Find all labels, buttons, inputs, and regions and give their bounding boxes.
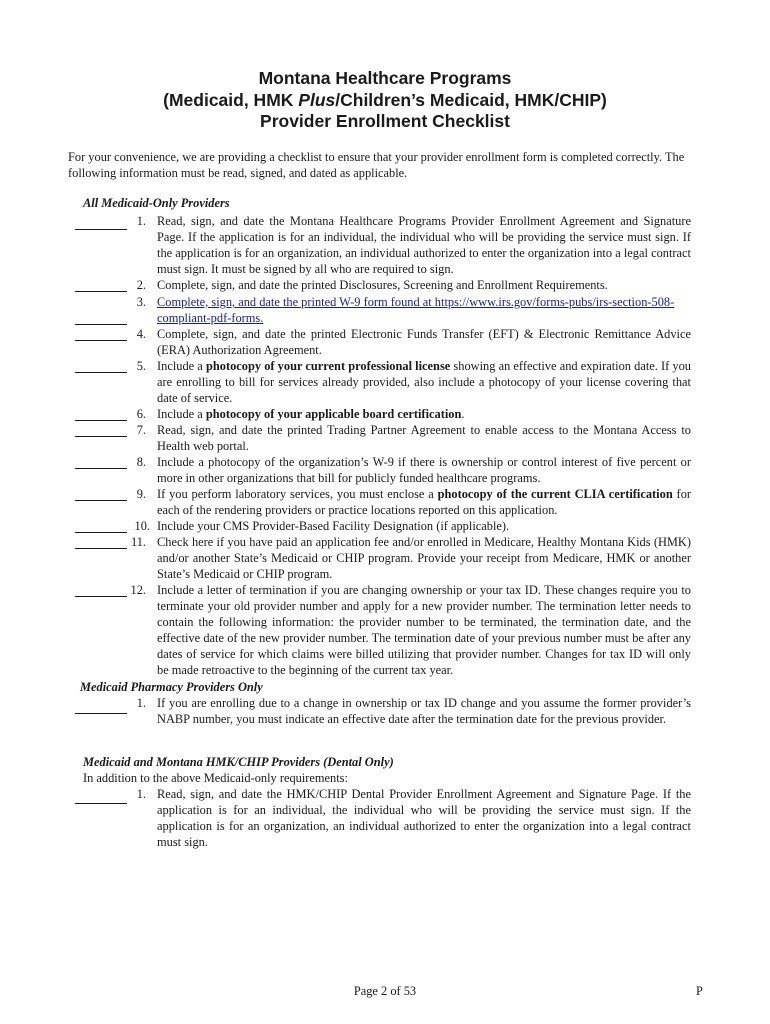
item-text [157, 406, 691, 422]
title-line-3: Provider Enrollment Checklist [260, 111, 510, 131]
item-text-bold: photocopy of the current CLIA certification [437, 487, 673, 501]
item-text-start: If you perform laboratory services, you must enclose a [157, 487, 438, 501]
document-title [0, 68, 770, 133]
item-text: Read, sign, and date the HMK/CHIP Dental Provider Enrollment Agreement and Signature Page. If the application is for an individual, the individual who will be providing the service must sign. If the application is for an organization, an individual authorized to enter the organization into a legal contract must sign. [157, 787, 691, 849]
check-blank[interactable] [75, 713, 127, 714]
item-text-bold: photocopy of your current professional license [205, 359, 451, 373]
section-heading-all-medicaid: All Medicaid-Only Providers [83, 196, 230, 210]
item-number: 9. [136, 487, 146, 501]
item-number: 1. [136, 696, 146, 710]
item-text-end: showing an effective and expiration date. If you are enrolling to bill for services already provided, also include a photocopy of your license covering that date of service. [157, 359, 691, 405]
item-text: Include a photocopy of the organization’s W-9 if there is ownership or control interest of five percent or more in other organizations that bill for publicly funded healthcare programs. [157, 455, 691, 485]
intro-paragraph: For your convenience, we are providing a checklist to ensure that your provider enrollment form is completed correctly. The following information must be read, signed, and dated as applicable. [68, 150, 685, 180]
title-line-2-italic: Plus [298, 89, 336, 110]
item-text: Complete, sign, and date the printed Electronic Funds Transfer (EFT) & Electronic Remittance Advice (ERA) Authorization Agreement. [157, 327, 691, 357]
item-text: Read, sign, and date the Montana Healthcare Programs Provider Enrollment Agreement and Signature Page. If the application is for an individual, the individual who will be providing the service must sign. If the application is for an organization, an individual authorized to enter the organization into a legal contract must sign. It must be signed by all who are required to sign. [157, 214, 691, 276]
title-line-1: Montana Healthcare Programs [258, 68, 512, 88]
title-line-2 [0, 90, 770, 112]
irs-w9-link[interactable]: Complete, sign, and date the printed W-9 form found at https://www.irs.gov/forms-pubs/irs-section-508-compliant-pdf-forms. [157, 295, 675, 325]
item-text-end: . [461, 407, 465, 421]
item-text-bold: photocopy of your applicable board certification [205, 407, 462, 421]
check-blank[interactable] [75, 229, 127, 230]
dental-note: In addition to the above Medicaid-only requirements: [83, 771, 348, 785]
item-number: 1. [136, 787, 146, 801]
section-heading-pharmacy: Medicaid Pharmacy Providers Only [80, 680, 263, 694]
item-text: If you are enrolling due to a change in ownership or tax ID change and you assume the former provider’s NABP number, you must indicate an effective date after the termination date for the previous provider. [157, 696, 691, 726]
item-number: 12. [130, 583, 146, 597]
title-line-2-end: /Children’s Medicaid, HMK/CHIP) [335, 89, 607, 110]
item-text: Read, sign, and date the printed Trading Partner Agreement to enable access to the Montana Access to Health web portal. [157, 423, 691, 453]
item-text [157, 358, 691, 406]
item-number: 7. [136, 423, 146, 437]
item-number: 8. [136, 455, 146, 469]
item-number: 10. [134, 519, 150, 533]
item-number: 6. [136, 407, 146, 421]
item-number: 11. [130, 535, 146, 549]
item-number: 1. [136, 214, 146, 228]
page-mark: P [696, 984, 703, 998]
item-text-start: Include a [157, 407, 206, 421]
check-blank[interactable] [75, 324, 127, 325]
item-number: 4. [136, 327, 146, 341]
item-text: Include your CMS Provider-Based Facility Designation (if applicable). [157, 519, 510, 533]
page-number: Page 2 of 53 [353, 984, 417, 998]
item-text [157, 486, 691, 518]
check-blank[interactable] [75, 803, 127, 804]
item-text: Include a letter of termination if you are changing ownership or your tax ID. These changes require you to terminate your old provider number and apply for a new provider number. The termination letter needs to contain the following information: the provider number to be terminated, the termination date, and the effective date of the new provider number. The termination date of your previous number must be after any dates of service for which claims were billed utilizing that provider number. Changes for tax ID will only be made retroactive to the beginning of the current tax year. [157, 583, 691, 677]
item-text-start: Include a [157, 359, 206, 373]
item-number: 5. [136, 359, 146, 373]
item-text: Check here if you have paid an application fee and/or enrolled in Medicare, Healthy Montana Kids (HMK) and/or another State’s Medicaid or CHIP program. Provide your receipt from Medicare, HMK or another State’s Medicaid or CHIP program. [157, 535, 691, 581]
section-heading-dental: Medicaid and Montana HMK/CHIP Providers (Dental Only) [83, 755, 394, 769]
item-number: 3. [136, 295, 146, 309]
item-text-end: for each of the rendering providers or practice locations reported on this application. [157, 487, 692, 517]
item-number: 2. [136, 278, 146, 292]
item-text: Complete, sign, and date the printed Disclosures, Screening and Enrollment Requirements. [157, 278, 608, 292]
title-line-2-start: (Medicaid, HMK [163, 89, 299, 110]
